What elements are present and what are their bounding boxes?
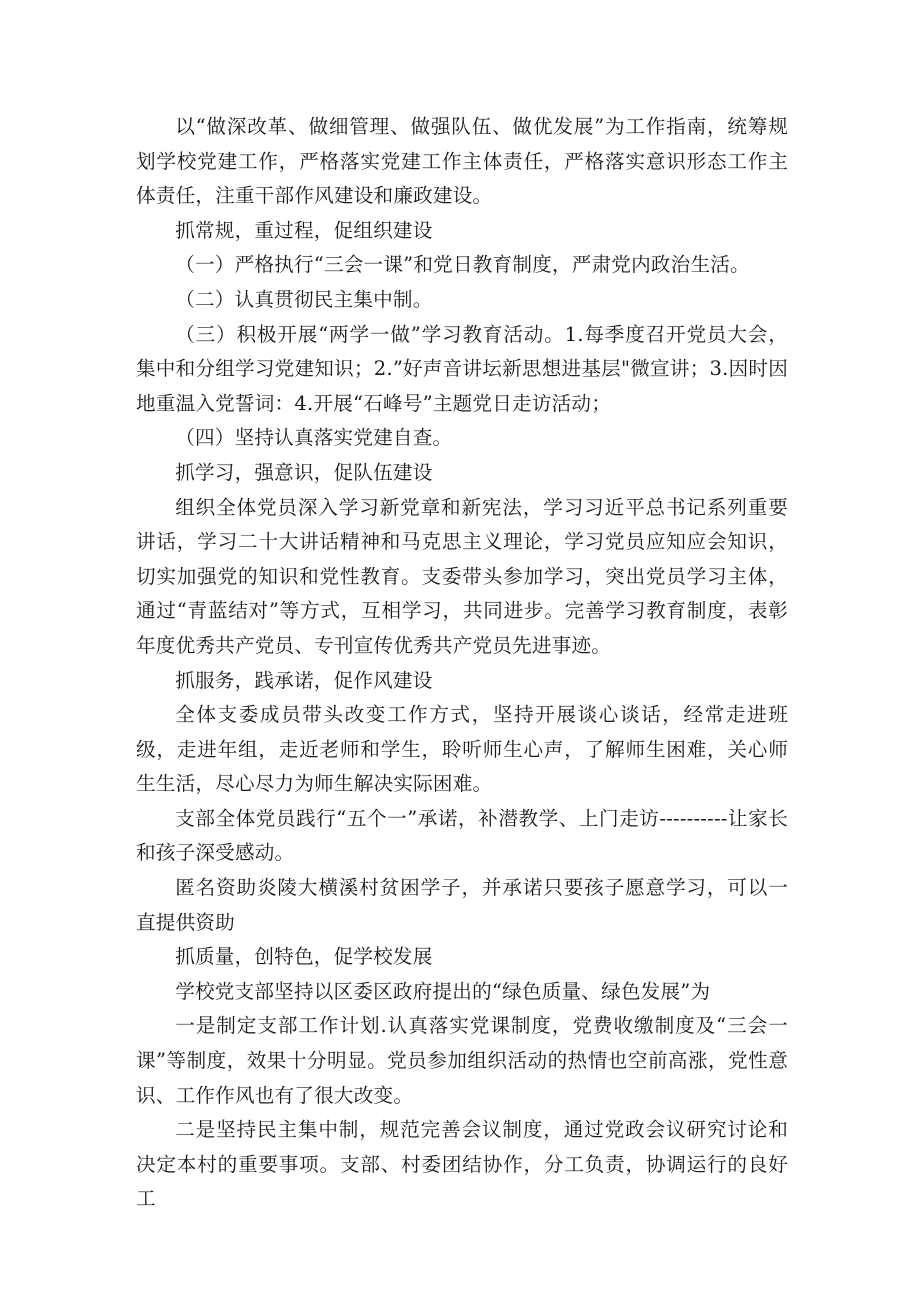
section-heading-organization: 抓常规，重过程，促组织建设 — [175, 218, 433, 242]
quality-paragraph: 学校党支部坚持以区委区政府提出的“绿色质量、绿色发展”为 — [175, 979, 711, 1003]
list-item-2: （二）认真贯彻民主集中制。 — [175, 287, 433, 311]
document-body — [136, 110, 788, 1217]
list-item-1: （一）严格执行“三会一课”和党日教育制度，严肃党内政治生活。 — [175, 253, 750, 277]
service-paragraph: 全体支委成员带头改变工作方式，坚持开展谈心谈话，经常走进班级，走进年组，走近老师和学生，聆听师生心声，了解师生困难，关心师生生活，尽心尽力为师生解决实际困难。 — [136, 703, 788, 796]
study-paragraph: 组织全体党员深入学习新党章和新宪法，学习习近平总书记系列重要讲话，学习二十大讲话精神和马克思主义理论，学习党员应知应会知识，切实加强党的知识和党性教育。支委带头参加学习，突出党员学习主体，通过“青蓝结对”等方式，互相学习，共同进步。完善学习教育制度，表彰年度优秀共产党员、专刊宣传优秀共产党员先进事迹。 — [136, 495, 788, 657]
section-heading-service: 抓服务，践承诺，促作风建设 — [175, 668, 433, 692]
democracy-paragraph: 二是坚持民主集中制，规范完善会议制度，通过党政会议研究讨论和决定本村的重要事项。支部、村委团结协作，分工负责，协调运行的良好工 — [136, 1118, 788, 1211]
aid-paragraph: 匿名资助炎陵大横溪村贫困学子，并承诺只要孩子愿意学习，可以一直提供资助 — [136, 876, 788, 934]
intro-paragraph: 以“做深改革、做细管理、做强队伍、做优发展”为工作指南，统筹规划学校党建工作，严格落实党建工作主体责任，严格落实意识形态工作主体责任，注重干部作风建设和廉政建设。 — [136, 115, 788, 208]
commitment-paragraph: 支部全体党员践行“五个一”承诺，补潜教学、上门走访----------让家长和孩子深受感动。 — [136, 806, 788, 865]
list-item-3: （三）积极开展“两学一做”学习教育活动。1.每季度召开党员大会，集中和分组学习党建知识；2.”好声音讲坛新思想进基层"微宣讲；3.因时因地重温入党誓词：4.开展“石峰号”主题党日走访活动； — [136, 322, 788, 415]
section-heading-quality: 抓质量，创特色，促学校发展 — [175, 945, 433, 969]
section-heading-study: 抓学习，强意识，促队伍建设 — [175, 460, 433, 484]
list-item-4: （四）坚持认真落实党建自查。 — [175, 426, 453, 450]
plan-paragraph: 一是制定支部工作计划.认真落实党课制度，党费收缴制度及“三会一课”等制度，效果十分明显。党员参加组织活动的热情也空前高涨，党性意识、工作作风也有了很大改变。 — [136, 1014, 788, 1107]
